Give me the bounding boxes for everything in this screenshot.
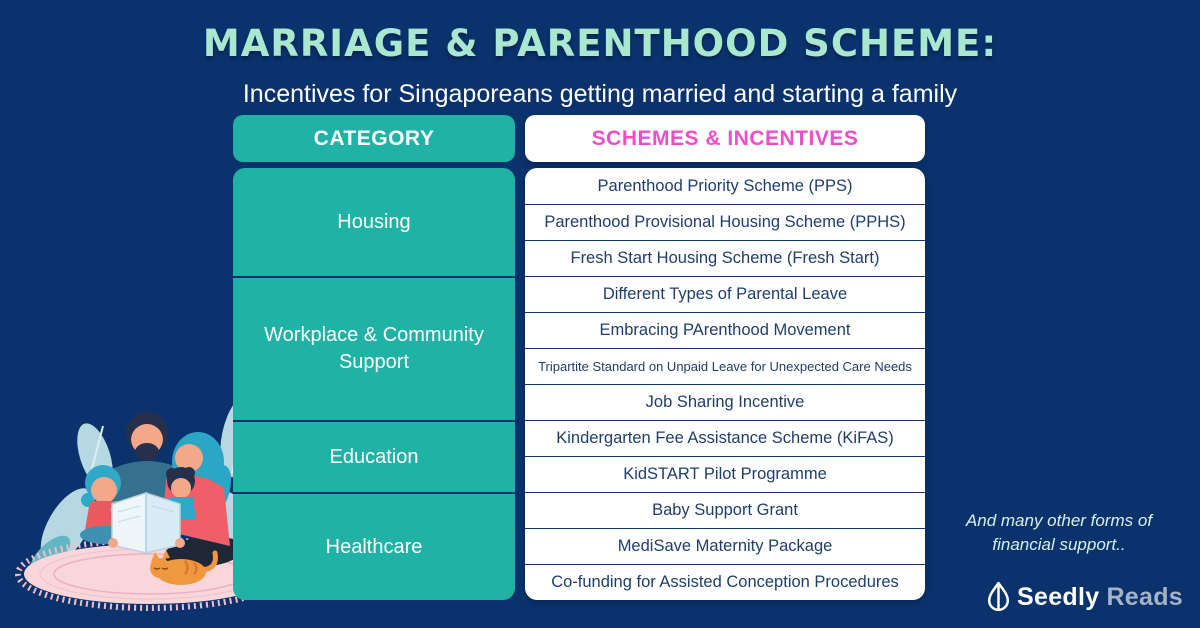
category-column [233,168,515,600]
scheme-row [525,276,925,312]
scheme-label: Baby Support Grant [652,501,798,519]
scheme-row [525,528,925,564]
scheme-row [525,564,925,600]
scheme-row [525,348,925,384]
scheme-label: Job Sharing Incentive [645,393,805,411]
page-title: MARRIAGE & PARENTHOOD SCHEME: [202,22,998,65]
scheme-label: Different Types of Parental Leave [602,285,848,303]
scheme-row [525,168,925,204]
scheme-label: Tripartite Standard on Unpaid Leave for Unexpected Care Needs [538,359,912,374]
scheme-label: KidSTART Pilot Programme [623,465,827,483]
scheme-label: Co-funding for Assisted Conception Procedures [551,573,899,591]
schemes-column [525,168,925,600]
page-subtitle: Incentives for Singaporeans getting married and starting a family [242,80,958,108]
seed-icon [985,581,1012,614]
scheme-row [525,492,925,528]
scheme-label: MediSave Maternity Package [617,537,833,555]
schemes-column-header: SCHEMES & INCENTIVES [525,115,925,162]
scheme-row [525,204,925,240]
footnote-text: And many other forms of financial support.. [965,511,1153,554]
open-book [108,493,185,553]
category-cell [233,492,515,600]
category-label: Workplace & Community Support [264,324,484,373]
category-label: Healthcare [325,535,423,558]
category-label: Education [329,445,419,468]
scheme-label: Parenthood Provisional Housing Scheme (PPHS) [544,213,906,231]
seedly-reads-logo [985,581,1183,614]
scheme-label: Embracing PArenthood Movement [599,321,851,339]
scheme-label: Fresh Start Housing Scheme (Fresh Start) [570,249,880,267]
scheme-row [525,384,925,420]
scheme-row [525,456,925,492]
category-cell [233,168,515,276]
category-cell [233,420,515,492]
scheme-row [525,240,925,276]
category-label: Housing [337,210,411,233]
category-column-header: CATEGORY [233,115,515,162]
logo-text-seedly: Seedly [1017,583,1100,611]
scheme-row [525,312,925,348]
logo-text-reads: Reads [1106,583,1183,611]
scheme-label: Kindergarten Fee Assistance Scheme (KiFAS) [556,429,894,447]
scheme-label: Parenthood Priority Scheme (PPS) [597,176,853,195]
category-cell [233,276,515,420]
scheme-row [525,420,925,456]
